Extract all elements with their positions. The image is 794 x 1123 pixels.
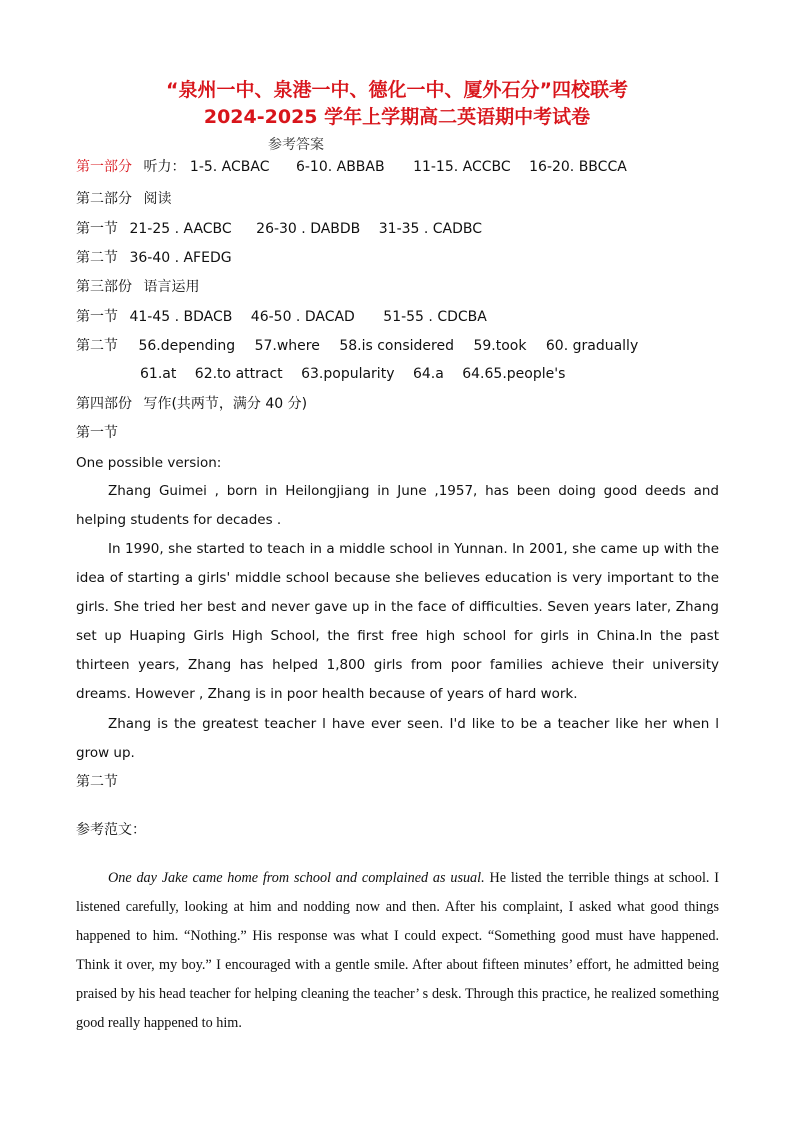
part1-row <box>76 157 627 177</box>
part4-sec1-label: 第一节 <box>76 425 118 441</box>
essay-paragraph: Zhang Guimei , born in Heilongjiang in June ,1957, has been doing good deeds and helping students for decades . <box>76 483 719 528</box>
version-label: One possible version: <box>76 455 222 471</box>
part2-sec2-row <box>76 248 232 268</box>
part4-name: 写作(共两节，满分 40 分) <box>143 396 308 412</box>
part3-sec2-answer: 56.depending <box>138 338 236 354</box>
part1-label: 第一部分 <box>76 159 132 175</box>
part4-row <box>76 394 307 414</box>
part2-sec2-answer: 36-40 . AFEDG <box>129 250 232 266</box>
essay-paragraph: In 1990, she started to teach in a middle school in Yunnan. In 2001, she came up with the idea of starting a girls' middle school because she believes education is very important to the girls. She tried her best and never gave up in the face of difficulties. Seven years later, Zhang set up Huaping Girls High School, the first free high school for girls in China.In the past thirteen years, Zhang has helped 1,800 girls from poor families achieve their university dreams. However , Zhang is in poor health because of years of hard work. <box>76 541 719 702</box>
part1-answer: 1-5. ACBAC <box>189 159 270 175</box>
exam-title-line2: 2024-2025 学年上学期高二英语期中考试卷 <box>203 106 591 128</box>
opening-sentence: One day Jake came home from school and complained as usual. <box>108 870 485 886</box>
part3-sec1-answer: 46-50 . DACAD <box>250 309 355 325</box>
part2-sec2-label: 第二节 <box>76 250 118 266</box>
part3-sec2-row1 <box>76 336 638 356</box>
answer-key-subtitle: 参考答案 <box>268 137 324 153</box>
essay-paragraph: Zhang is the greatest teacher l have ever seen. I'd like to be a teacher like her when l grow up. <box>76 716 719 761</box>
part3-sec2-answer: 58.is considered <box>339 338 454 354</box>
part3-sec2-answer: 62.to attract <box>194 366 283 382</box>
part2-label: 第二部分 <box>76 191 132 207</box>
part3-sec2-answer: 61.at <box>140 366 177 382</box>
part3-sec1-row <box>76 307 487 327</box>
part1-answer: 11-15. ACCBC <box>413 159 511 175</box>
part3-sec1-answer: 51-55 . CDCBA <box>383 309 487 325</box>
part4-sec2-label: 第二节 <box>76 774 118 790</box>
part2-sec1-answer: 21-25 . AACBC <box>129 221 232 237</box>
part3-sec2-answer: 60. gradually <box>545 338 639 354</box>
sample-label: 参考范文： <box>76 822 146 838</box>
part3-name: 语言运用 <box>143 279 200 295</box>
part2-row <box>76 189 171 209</box>
part2-sec1-label: 第一节 <box>76 221 118 237</box>
part3-sec2-label: 第二节 <box>76 338 118 354</box>
part3-sec2-answer: 59.took <box>473 338 527 354</box>
part3-sec2-row2 <box>140 364 565 384</box>
part2-sec1-row <box>76 219 482 239</box>
part2-name: 阅读 <box>143 191 172 207</box>
part1-answer: 16-20. BBCCA <box>529 159 627 175</box>
exam-title-line1: “泉州一中、泉港一中、德化一中、厦外石分”四校联考 <box>166 79 628 101</box>
part2-sec1-answer: 31-35 . CADBC <box>378 221 483 237</box>
part3-sec1-answer: 41-45 . BDACB <box>129 309 233 325</box>
sample-essay-text: He listed the terrible things at school. I listened carefully, looking at him and nodding now and then. After his complaint, I asked what good things happened to him. “Nothing.” His response was what I could expect. “Something good must have happened. Think it over, my boy.” I encouraged with a gentle smile. After about fifteen minutes’ effort, he admitted being praised by his head teacher for helping cleaning the teacher’ s desk. Through this practice, he realized something good really happened to him. <box>76 870 720 1031</box>
sample-essay-paragraph <box>76 864 719 1038</box>
part2-sec1-answer: 26-30 . DABDB <box>256 221 361 237</box>
part4-label: 第四部份 <box>76 396 132 412</box>
part1-name: 听力： <box>143 159 186 175</box>
part3-label: 第三部份 <box>76 279 132 295</box>
part3-sec2-answer: 57.where <box>254 338 320 354</box>
part3-sec2-answer: 64.65.people's <box>462 366 566 382</box>
part1-answer: 6-10. ABBAB <box>295 159 385 175</box>
part3-sec2-answer: 63.popularity <box>301 366 395 382</box>
part3-sec2-answer: 64.a <box>412 366 444 382</box>
part3-row <box>76 277 199 297</box>
part3-sec1-label: 第一节 <box>76 309 118 325</box>
